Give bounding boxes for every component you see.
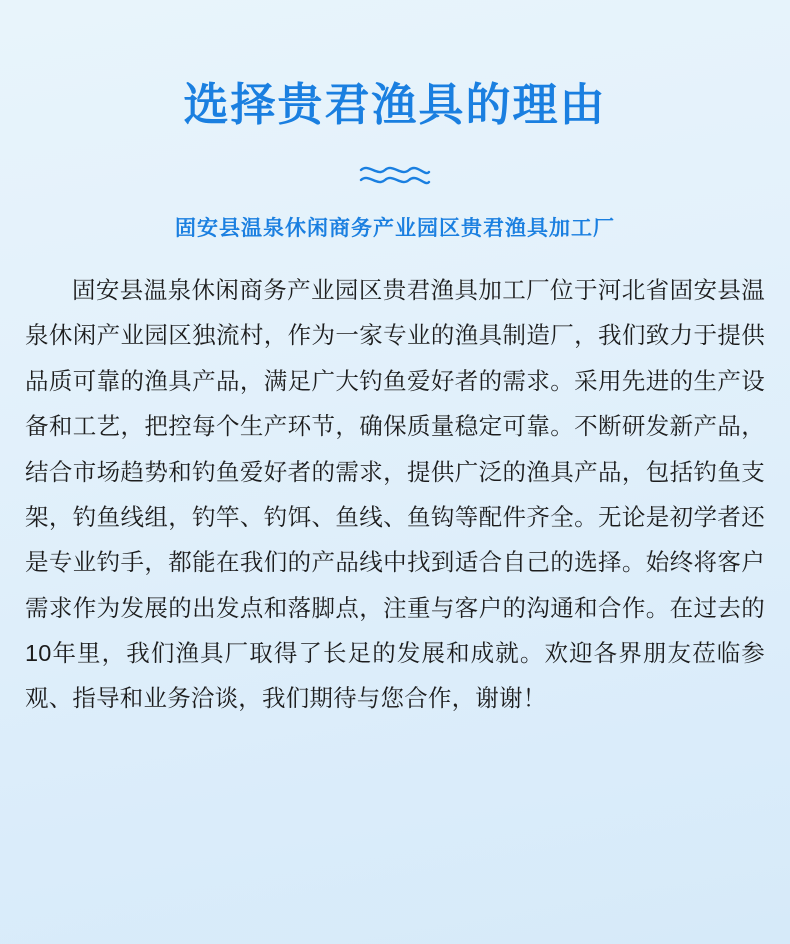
- page-title: 选择贵君渔具的理由: [183, 79, 607, 130]
- promo-page: [0, 78, 790, 944]
- company-description: 固安县温泉休闲商务产业园区贵君渔具加工厂位于河北省固安县温泉休闲产业园区独流村，作为一家专业的渔具制造厂，我们致力于提供品质可靠的渔具产品，满足广大钓鱼爱好者的需求。采用先进的生产设备和工艺，把控每个生产环节，确保质量稳定可靠。不断研发新产品，结合市场趋势和钓鱼爱好者的需求，提供广泛的渔具产品，包括钓鱼支架，钓鱼线组，钓竿、钓饵、鱼线、鱼钩等配件齐全。无论是初学者还是专业钓手，都能在我们的产品线中找到适合自己的选择。始终将客户需求作为发展的出发点和落脚点，注重与客户的沟通和合作。在过去的10年里，我们渔具厂取得了长足的发展和成就。欢迎各界朋友莅临参观、指导和业务洽谈，我们期待与您合作，谢谢！: [25, 277, 765, 712]
- wave-divider-icon: [358, 163, 432, 189]
- wave-divider: [22, 162, 768, 190]
- page-subtitle: 固安县温泉休闲商务产业园区贵君渔具加工厂: [175, 217, 615, 241]
